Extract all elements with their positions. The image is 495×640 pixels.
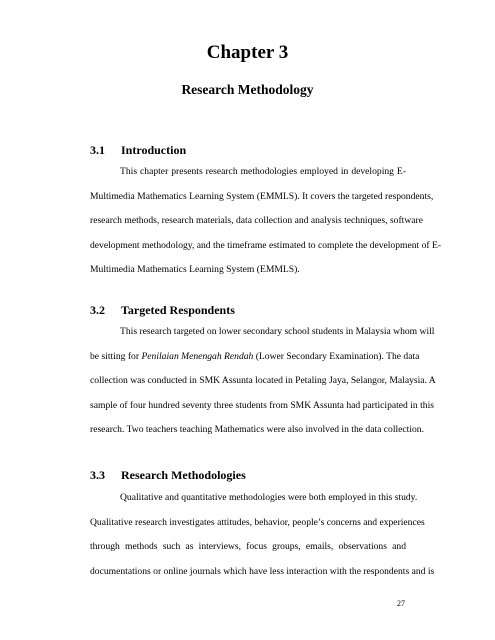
targeted-respondents-paragraph (90, 320, 436, 443)
section-title: Targeted Respondents (121, 303, 235, 317)
text-line: collection was conducted in SMK Assunta located in Petaling Jaya, Selangor, Malaysia. A (90, 375, 436, 386)
italic-exam-name: Penilaian Menengah Rendah (141, 350, 254, 362)
text-line: Qualitative research investigates attitudes, behavior, people’s concerns and experiences (90, 516, 425, 528)
section-heading-targeted-respondents (90, 303, 235, 318)
section-number: 3.3 (90, 468, 105, 482)
introduction-paragraph (90, 160, 442, 283)
text-line: research methods, research materials, data collection and analysis techniques, software (90, 215, 423, 226)
text-segment: (Lower Secondary Examination). The data (253, 350, 420, 362)
text-line (90, 345, 420, 370)
text-line: Multimedia Mathematics Learning System (EMMLS). (90, 264, 300, 275)
text-line: research. Two teachers teaching Mathematics were also involved in the data collection. (90, 424, 425, 435)
text-line: documentations or online journals which have less interaction with the respondents and is (90, 565, 435, 577)
chapter-subtitle: Research Methodology (181, 82, 314, 97)
section-heading-introduction (90, 143, 186, 158)
research-methodologies-paragraph (90, 486, 435, 584)
page-number: 27 (397, 599, 405, 608)
text-line: This research targeted on lower secondary school students in Malaysia whom will (120, 326, 435, 337)
text-line: sample of four hundred seventy three students from SMK Assunta had participated in this (90, 399, 434, 411)
text-line: development methodology, and the timeframe estimated to complete the development of E- (90, 239, 442, 251)
text-line: Multimedia Mathematics Learning System (EMMLS). It covers the targeted respondents, (90, 190, 434, 202)
text-line: This chapter presents research methodologies employed in developing E- (120, 166, 406, 177)
text-line: through methods such as interviews, focus groups, emails, observations and (90, 541, 406, 552)
text-line: Qualitative and quantitative methodologies were both employed in this study. (120, 492, 418, 503)
text-segment: be sitting for (90, 350, 142, 362)
chapter-title: Chapter 3 (206, 42, 289, 63)
section-number: 3.2 (90, 303, 105, 317)
section-title: Research Methodologies (121, 468, 246, 482)
section-heading-research-methodologies (90, 468, 246, 483)
section-title: Introduction (121, 143, 187, 157)
section-number: 3.1 (90, 143, 105, 157)
